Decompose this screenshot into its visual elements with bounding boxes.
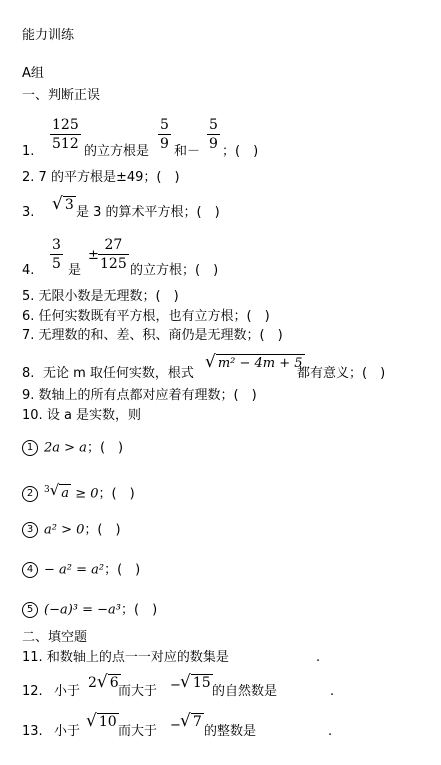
radical-sign-icon: √ [180,672,191,692]
radical-sign-icon: √ [86,711,97,731]
q6 [22,309,270,325]
q12-neg: − [170,678,181,693]
q3-text: 是 3 的算术平方根；( ) [76,205,220,220]
q1-fraction-2 [158,116,171,153]
q3-number: 3. [22,205,35,220]
sub-4-expr: − a² = a² [44,562,105,578]
q4-f1-num: 3 [52,237,61,253]
q7-number: 7. [22,328,35,343]
q5-text: 无限小数是无理数；( ) [38,289,179,304]
sub-3-tail: ；( ) [84,522,121,538]
q1-fraction-3 [207,116,220,153]
q8-sqrt [205,354,305,372]
sub-5-tail: ；( ) [121,602,158,618]
circled-number-5: 5 [22,602,38,618]
q8-number: 8. [22,366,35,381]
circled-number-3: 3 [22,522,38,538]
q4-fraction-1 [50,236,63,273]
q10 [22,408,141,424]
radical-sign-icon: √ [180,711,191,731]
q13-text-3: 的整数是 [204,724,257,739]
q2-text: 7 的平方根是±49；( ) [38,170,180,185]
q12-radicand-2: 15 [192,675,211,691]
q12-radicand-1: 6 [109,675,119,691]
q1-f2-num: 5 [160,117,169,133]
q9-number: 9. [22,388,35,403]
q4-f1-den: 5 [52,256,61,272]
sub-item-3 [22,522,121,539]
q6-text: 任何实数既有平方根，也有立方根；( ) [38,309,270,324]
sub-2-radicand: a [61,486,70,502]
q11-number: 11. [22,650,43,665]
q1-f3-num: 5 [209,117,218,133]
q8-text-2: 都有意义；( ) [297,366,386,381]
q13-text-1: 小于 [54,724,81,739]
sub-item-2 [22,482,135,502]
sub-2-tail: ；( ) [98,486,135,502]
q6-number: 6. [22,309,35,324]
q12-number: 12. [22,684,43,699]
q1-text-1: 的立方根是 [84,144,150,159]
sub-item-4 [22,562,140,579]
q3-radicand: 3 [64,197,74,213]
section-1-heading: 一、判断正误 [22,88,101,103]
q8-radicand: m² − 4m + 5 [217,356,303,371]
sub-1-tail: ；( ) [86,440,124,456]
q3-sqrt [52,196,76,214]
q13-radicand-2: 7 [192,714,202,730]
sub-4-tail: ；( ) [104,562,141,578]
sub-3-expr: a² > 0 [44,522,85,538]
q7-text: 无理数的和、差、积、商仍是无理数；( ) [38,328,283,343]
page-title: 能力训练 [22,28,75,43]
circled-number-1: 1 [22,440,38,456]
q13-end: . [328,724,333,739]
q12-text-1: 小于 [54,684,81,699]
q4-fraction-2 [98,236,129,273]
q4-f2-num: 27 [98,236,129,255]
q13-text-2: 而大于 [118,724,158,739]
sub-5-expr: (−a)³ = −a³ [44,602,122,618]
q1-number: 1. [22,144,35,159]
radical-sign-icon: √ [49,481,60,499]
q1-f1-num: 125 [52,117,79,133]
q11-text: 和数轴上的点一一对应的数集是 [46,650,229,665]
q10-text: 设 a 是实数，则 [46,408,142,423]
radical-sign-icon: √ [96,672,108,692]
q13-sqrt-2 [180,713,204,731]
q5 [22,289,179,305]
q1-f3-den: 9 [209,136,218,152]
q9 [22,388,257,404]
q5-number: 5. [22,289,35,304]
sub-item-5 [22,602,157,619]
q13-neg: − [170,718,181,733]
q13-number: 13. [22,724,43,739]
q4-pm: ± [88,248,99,263]
q1-text-2: 和－ [174,144,201,159]
q13-radicand-1: 10 [98,714,117,730]
q8-text-1: 无论 m 取任何实数，根式 [43,366,194,381]
q4-text-1: 是 [68,263,82,278]
sub-2-root-index: 3 [44,485,50,495]
q7 [22,328,283,344]
q2-number: 2. [22,170,35,185]
q12-end: . [330,684,335,699]
q4-f2-den: 125 [100,256,127,272]
q1-f1-den: 512 [52,136,79,152]
circled-number-2: 2 [22,486,38,502]
q12-sqrt-1 [88,674,121,692]
group-label: A组 [22,66,44,81]
radical-sign-icon: √ [52,194,63,214]
q4-number: 4. [22,263,35,278]
q12-sqrt-2 [180,674,213,692]
q12-text-2: 而大于 [118,684,158,699]
q9-text: 数轴上的所有点都对应着有理数；( ) [38,388,257,403]
q11 [22,650,229,666]
section-2-heading: 二、填空题 [22,630,88,645]
q13-sqrt-1 [86,713,119,731]
circled-number-4: 4 [22,562,38,578]
sub-item-1 [22,440,123,457]
q12-coef: 2 [88,675,97,691]
q1-fraction-1 [50,116,81,153]
sub-2-expr: ≥ 0 [71,486,99,502]
q1-text-3: ；( ) [222,144,259,159]
q4-text-2: 的立方根；( ) [130,263,219,278]
q11-end: . [316,650,321,665]
q10-number: 10. [22,408,43,423]
sub-1-expr: 2a > a [44,440,87,456]
q12-text-3: 的自然数是 [212,684,278,699]
q2 [22,170,180,186]
q1-f2-den: 9 [160,136,169,152]
radical-sign-icon: √ [205,352,216,372]
